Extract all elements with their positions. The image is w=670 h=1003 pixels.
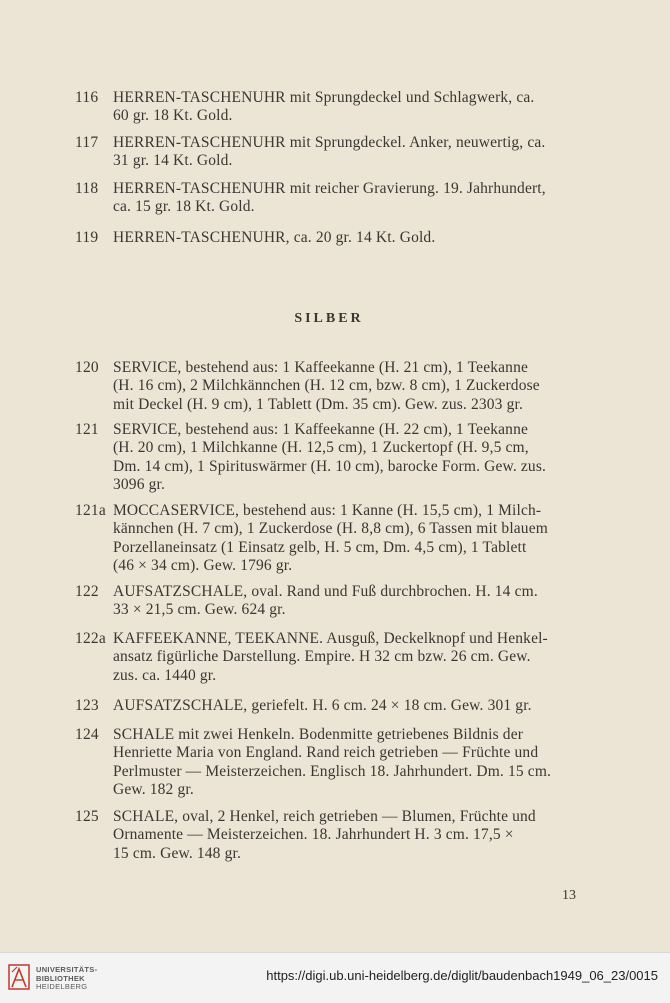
entry-number: 122a bbox=[75, 630, 106, 647]
entry-text: HERREN-TASCHENUHR, ca. 20 gr. 14 Kt. Gold. bbox=[113, 229, 436, 246]
entry-text: HERREN-TASCHENUHR mit reicher Gravierung. 19. Jahrhundert, ca. 15 gr. 18 Kt. Gold. bbox=[113, 180, 546, 216]
entry-number: 121a bbox=[75, 502, 106, 519]
permalink-url[interactable]: https://digi.ub.uni-heidelberg.de/diglit/baudenbach1949_06_23/0015 bbox=[266, 968, 658, 983]
library-logo-icon bbox=[8, 963, 30, 991]
entry-text: KAFFEEKANNE, TEEKANNE. Ausguß, Deckelknopf und Henkel- ansatz figürliche Darstellung. Empire. H 32 cm bzw. 26 cm. Gew. zus. ca. 1440 gr. bbox=[113, 630, 548, 684]
entry-text: HERREN-TASCHENUHR mit Sprungdeckel und Schlagwerk, ca. 60 gr. 18 Kt. Gold. bbox=[113, 89, 535, 125]
page-number: 13 bbox=[562, 888, 576, 903]
entry-number: 118 bbox=[75, 180, 99, 197]
entry-number: 124 bbox=[75, 726, 99, 743]
section-title: SILBER bbox=[294, 311, 364, 326]
entry-number: 122 bbox=[75, 583, 99, 600]
entry-text: SERVICE, bestehend aus: 1 Kaffeekanne (H. 22 cm), 1 Teekanne (H. 20 cm), 1 Milchkanne (H. 12,5 cm), 1 Zuckertopf (H. 9,5 cm, Dm. 14 cm), 1 Spirituswärmer (H. 10 cm), barocke Form. Gew. zus. 3096 gr. bbox=[113, 421, 547, 493]
entry-number: 119 bbox=[75, 229, 99, 246]
entry-text: SCHALE mit zwei Henkeln. Bodenmitte getriebenes Bildnis der Henriette Maria von England. Rand reich getrieben — Früchte und Perlmuster — Meisterzeichen. Englisch 18. Jahrhundert. Dm. 15 cm. Gew. 182 gr. bbox=[113, 726, 552, 798]
entry-text: AUFSATZSCHALE, geriefelt. H. 6 cm. 24 × 18 cm. Gew. 301 gr. bbox=[113, 697, 532, 714]
entry-text: MOCCASERVICE, bestehend aus: 1 Kanne (H. 15,5 cm), 1 Milch- kännchen (H. 7 cm), 1 Zuckerdose (H. 8,8 cm), 6 Tassen mit blauem Porzellaneinsatz (1 Einsatz gelb, H. 5 cm, Dm. 4,5 cm), 1 Tablett (46 × 34 cm). Gew. 1796 gr. bbox=[113, 502, 548, 574]
entry-text: AUFSATZSCHALE, oval. Rand und Fuß durchbrochen. H. 14 cm. 33 × 21,5 cm. Gew. 624 gr. bbox=[113, 583, 538, 619]
entry-number: 116 bbox=[75, 89, 99, 106]
entry-number: 123 bbox=[75, 697, 99, 714]
library-logo-text: UNIVERSITÄTS- BIBLIOTHEK HEIDELBERG bbox=[36, 965, 98, 991]
entry-text: HERREN-TASCHENUHR mit Sprungdeckel. Anker, neuwertig, ca. 31 gr. 14 Kt. Gold. bbox=[113, 134, 546, 170]
entry-text: SERVICE, bestehend aus: 1 Kaffeekanne (H. 21 cm), 1 Teekanne (H. 16 cm), 2 Milchkännchen (H. 12 cm, bzw. 8 cm), 1 Zuckerdose mit Deckel (H. 9 cm), 1 Tablett (Dm. 35 cm). Gew. zus. 2303 gr. bbox=[113, 359, 540, 413]
entry-number: 117 bbox=[75, 134, 99, 151]
entry-text: SCHALE, oval, 2 Henkel, reich getrieben — Blumen, Früchte und Ornamente — Meisterzeichen. 18. Jahrhundert H. 3 cm. 17,5 × 15 cm. Gew. 148 gr. bbox=[113, 808, 536, 862]
entry-number: 120 bbox=[75, 359, 99, 376]
entry-number: 125 bbox=[75, 808, 99, 825]
viewer-footer bbox=[0, 952, 670, 1003]
entry-number: 121 bbox=[75, 421, 99, 438]
